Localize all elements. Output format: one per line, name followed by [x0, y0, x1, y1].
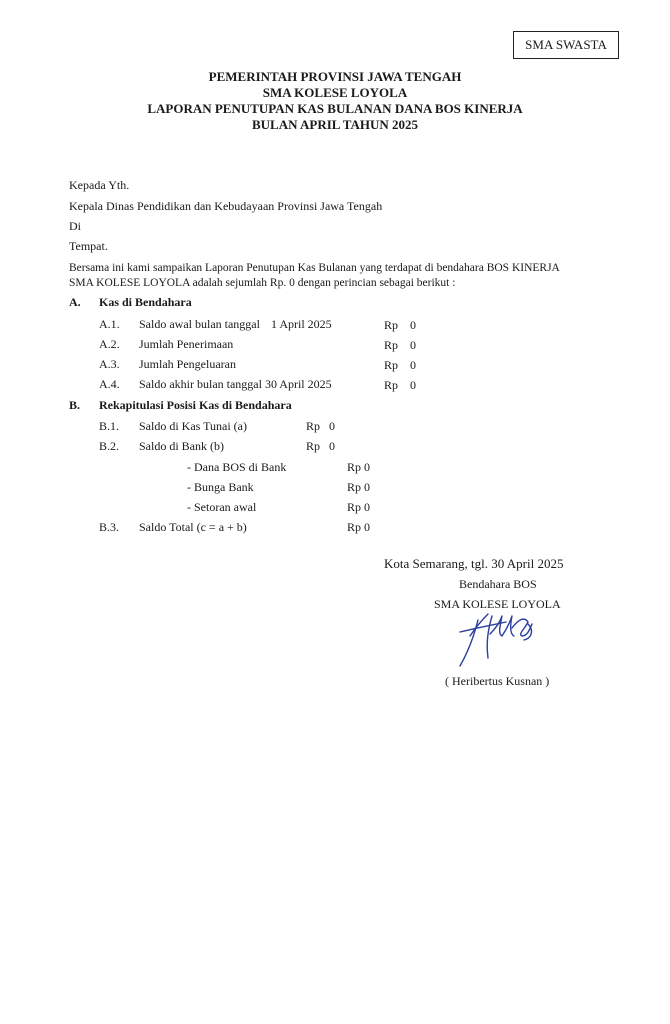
item-b2-label: Saldo di Bank (b) [139, 439, 224, 453]
sub-bunga-bank-label: - Bunga Bank [187, 480, 254, 494]
item-a1-label: Saldo awal bulan tanggal [139, 317, 260, 331]
item-a1-date: 1 April 2025 [271, 317, 332, 331]
item-b1-rp: Rp [306, 419, 321, 433]
item-a3-rp: Rp [384, 358, 399, 372]
item-a4-value: 0 [410, 378, 416, 392]
item-b3-value: Rp 0 [347, 520, 371, 534]
item-a1-rp: Rp [384, 318, 399, 332]
item-b3-label: Saldo Total (c = a + b) [139, 520, 247, 534]
signature-school: SMA KOLESE LOYOLA [434, 597, 561, 611]
header-government: PEMERINTAH PROVINSI JAWA TENGAH [208, 69, 462, 84]
sub-bunga-bank-value: Rp 0 [347, 480, 371, 494]
intro-line-1: Bersama ini kami sampaikan Laporan Penutupan Kas Bulanan yang terdapat di bendahara BOS KINERJA [69, 262, 560, 274]
item-a4-rp: Rp [384, 378, 399, 392]
item-b3-code: B.3. [99, 520, 120, 534]
item-a1-value: 0 [410, 318, 416, 332]
section-a-letter: A. [69, 295, 81, 309]
item-b1-code: B.1. [99, 419, 120, 433]
item-a4-label: Saldo akhir bulan tanggal 30 April 2025 [139, 377, 332, 391]
item-b2-value: 0 [329, 439, 335, 453]
sub-setoran-awal-value: Rp 0 [347, 500, 371, 514]
item-a2-label: Jumlah Penerimaan [139, 337, 234, 351]
item-b2-rp: Rp [306, 439, 321, 453]
recipient: Kepala Dinas Pendidikan dan Kebudayaan Provinsi Jawa Tengah [69, 199, 383, 213]
item-b2-code: B.2. [99, 439, 120, 453]
greeting: Kepada Yth. [69, 178, 130, 192]
sub-dana-bos-label: - Dana BOS di Bank [187, 460, 287, 474]
header-period: BULAN APRIL TAHUN 2025 [251, 117, 419, 132]
school-type-badge: SMA SWASTA [513, 31, 619, 59]
section-b-title: Rekapitulasi Posisi Kas di Bendahara [99, 398, 292, 412]
di-text: Di [69, 219, 81, 233]
signature-role: Bendahara BOS [459, 577, 537, 591]
section-b-letter: B. [69, 398, 81, 412]
signatory-name: ( Heribertus Kusnan ) [445, 674, 550, 688]
sub-dana-bos-value: Rp 0 [347, 460, 371, 474]
item-a1-code: A.1. [99, 317, 120, 331]
item-b1-label: Saldo di Kas Tunai (a) [139, 419, 247, 433]
item-a4-code: A.4. [99, 377, 120, 391]
item-a2-rp: Rp [384, 338, 399, 352]
section-a-title: Kas di Bendahara [99, 295, 192, 309]
intro-line-2: SMA KOLESE LOYOLA adalah sejumlah Rp. 0 dengan perincian sebagai berikut : [69, 277, 456, 289]
item-a3-label: Jumlah Pengeluaran [139, 357, 236, 371]
tempat-text: Tempat. [69, 239, 108, 253]
item-a3-value: 0 [410, 358, 416, 372]
item-a2-code: A.2. [99, 337, 120, 351]
item-b1-value: 0 [329, 419, 335, 433]
item-a3-code: A.3. [99, 357, 120, 371]
signature-place-date: Kota Semarang, tgl. 30 April 2025 [384, 556, 564, 571]
item-a2-value: 0 [410, 338, 416, 352]
sub-setoran-awal-label: - Setoran awal [187, 500, 257, 514]
header-school: SMA KOLESE LOYOLA [262, 85, 408, 100]
handwritten-signature [448, 606, 548, 670]
header-report-title: LAPORAN PENUTUPAN KAS BULANAN DANA BOS KINERJA [147, 101, 523, 116]
